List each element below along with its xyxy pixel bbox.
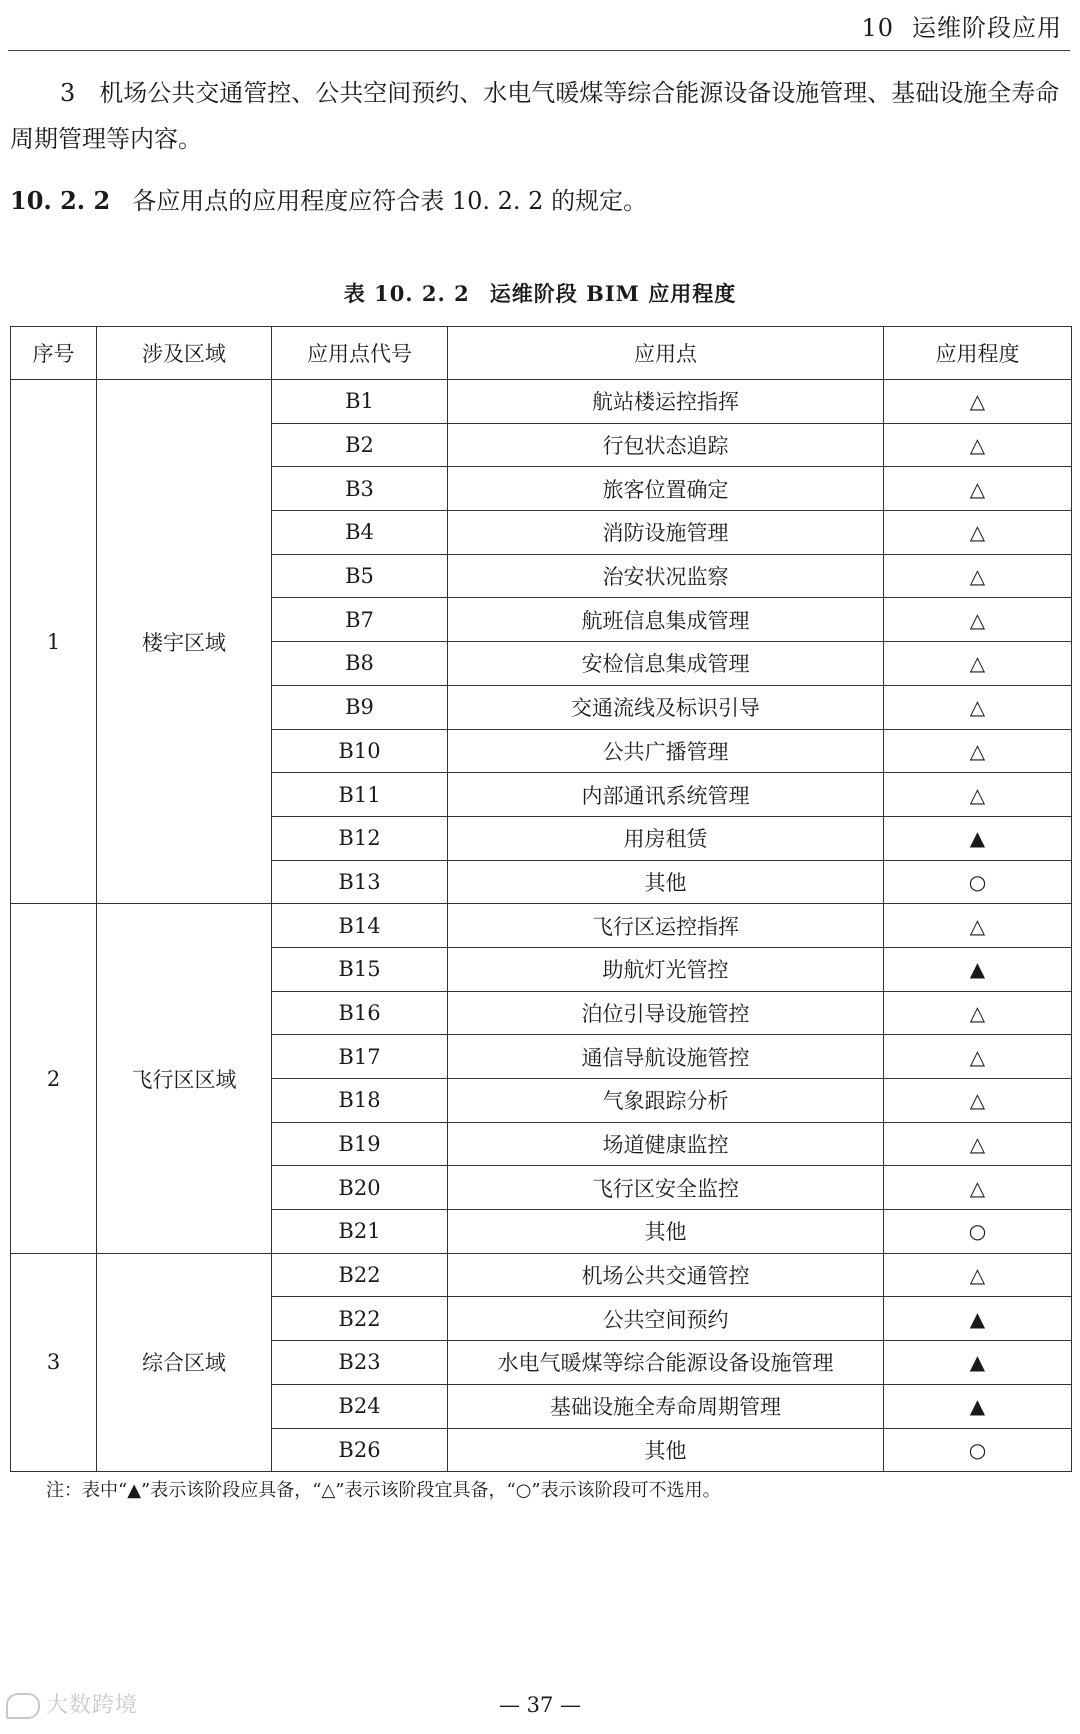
- cell-level: ▲: [884, 1297, 1072, 1341]
- table-header-row: [11, 327, 1072, 380]
- header-level: 应用程度: [884, 327, 1072, 380]
- table-row: [11, 380, 1072, 424]
- cell-point: 机场公共交通管控: [448, 1253, 884, 1297]
- cell-region: 综合区域: [97, 1253, 272, 1471]
- cell-point: 治安状况监察: [448, 554, 884, 598]
- table-row: [11, 1253, 1072, 1297]
- running-header: [861, 8, 1062, 43]
- page-number: — 37 —: [498, 1693, 582, 1717]
- clause-paragraph: [10, 178, 1066, 224]
- cell-level: △: [884, 423, 1072, 467]
- cell-code: B22: [272, 1297, 448, 1341]
- cell-code: B3: [272, 467, 448, 511]
- cell-point: 航站楼运控指挥: [448, 380, 884, 424]
- table-title-number: 表 10. 2. 2: [343, 281, 470, 306]
- cell-level: △: [884, 1253, 1072, 1297]
- watermark-text: 大数跨境: [46, 1693, 139, 1718]
- clause-number: 10. 2. 2: [10, 186, 111, 215]
- cell-point: 航班信息集成管理: [448, 598, 884, 642]
- cell-level: ▲: [884, 816, 1072, 860]
- header-seq: 序号: [11, 327, 97, 380]
- cell-level: △: [884, 511, 1072, 555]
- cell-code: B7: [272, 598, 448, 642]
- cell-level: △: [884, 729, 1072, 773]
- cell-point: 助航灯光管控: [448, 947, 884, 991]
- cell-point: 飞行区安全监控: [448, 1166, 884, 1210]
- cell-level: ○: [884, 860, 1072, 904]
- cell-level: △: [884, 467, 1072, 511]
- cell-level: △: [884, 380, 1072, 424]
- cell-code: B9: [272, 685, 448, 729]
- cell-level: △: [884, 904, 1072, 948]
- cell-level: ▲: [884, 1384, 1072, 1428]
- cell-level: △: [884, 642, 1072, 686]
- cell-point: 旅客位置确定: [448, 467, 884, 511]
- header-point: 应用点: [448, 327, 884, 380]
- cell-code: B22: [272, 1253, 448, 1297]
- cell-level: △: [884, 1035, 1072, 1079]
- table-note: 注：表中“▲”表示该阶段应具备，“△”表示该阶段宜具备，“○”表示该阶段可不选用。: [46, 1480, 721, 1501]
- cell-point: 公共空间预约: [448, 1297, 884, 1341]
- header-region: 涉及区域: [97, 327, 272, 380]
- table-row: [11, 904, 1072, 948]
- cell-level: △: [884, 1166, 1072, 1210]
- cell-code: B23: [272, 1341, 448, 1385]
- cell-point: 泊位引导设施管控: [448, 991, 884, 1035]
- cell-point: 气象跟踪分析: [448, 1079, 884, 1123]
- cell-point: 其他: [448, 1428, 884, 1472]
- cell-code: B20: [272, 1166, 448, 1210]
- cell-code: B17: [272, 1035, 448, 1079]
- chapter-title: 运维阶段应用: [912, 14, 1062, 42]
- cell-level: △: [884, 598, 1072, 642]
- table-title: [0, 278, 1080, 308]
- cell-level: △: [884, 1079, 1072, 1123]
- cell-code: B11: [272, 773, 448, 817]
- cell-level: ○: [884, 1210, 1072, 1254]
- cell-code: B8: [272, 642, 448, 686]
- cell-level: △: [884, 773, 1072, 817]
- paragraph-item-3: 3 机场公共交通管控、公共空间预约、水电气暖煤等综合能源设备设施管理、基础设施全寿命周期管理等内容。: [10, 79, 1060, 153]
- application-level-table: [10, 326, 1072, 1472]
- cell-code: B5: [272, 554, 448, 598]
- cell-code: B16: [272, 991, 448, 1035]
- cell-code: B4: [272, 511, 448, 555]
- cell-code: B21: [272, 1210, 448, 1254]
- cell-level: △: [884, 685, 1072, 729]
- cell-seq: 2: [11, 904, 97, 1254]
- cell-point: 用房租赁: [448, 816, 884, 860]
- cell-code: B15: [272, 947, 448, 991]
- cell-point: 场道健康监控: [448, 1122, 884, 1166]
- cell-point: 消防设施管理: [448, 511, 884, 555]
- cell-point: 水电气暖煤等综合能源设备设施管理: [448, 1341, 884, 1385]
- cell-level: ▲: [884, 1341, 1072, 1385]
- table-title-text: 运维阶段 BIM 应用程度: [489, 281, 737, 306]
- cell-level: △: [884, 1122, 1072, 1166]
- cell-code: B12: [272, 816, 448, 860]
- cell-code: B18: [272, 1079, 448, 1123]
- cell-seq: 3: [11, 1253, 97, 1471]
- cell-seq: 1: [11, 380, 97, 904]
- cell-point: 交通流线及标识引导: [448, 685, 884, 729]
- cell-point: 其他: [448, 860, 884, 904]
- cell-code: B26: [272, 1428, 448, 1472]
- cell-level: △: [884, 991, 1072, 1035]
- cell-code: B19: [272, 1122, 448, 1166]
- table-body: [11, 380, 1072, 1472]
- cell-point: 其他: [448, 1210, 884, 1254]
- cell-point: 行包状态追踪: [448, 423, 884, 467]
- cell-point: 基础设施全寿命周期管理: [448, 1384, 884, 1428]
- cell-code: B2: [272, 423, 448, 467]
- cell-code: B13: [272, 860, 448, 904]
- cell-point: 公共广播管理: [448, 729, 884, 773]
- cell-code: B1: [272, 380, 448, 424]
- cell-region: 楼宇区域: [97, 380, 272, 904]
- cell-point: 通信导航设施管控: [448, 1035, 884, 1079]
- cell-code: B10: [272, 729, 448, 773]
- cell-level: ▲: [884, 947, 1072, 991]
- header-rule: [8, 50, 1070, 51]
- cell-point: 安检信息集成管理: [448, 642, 884, 686]
- cell-point: 飞行区运控指挥: [448, 904, 884, 948]
- cell-level: ○: [884, 1428, 1072, 1472]
- chapter-number: 10: [861, 14, 894, 42]
- header-code: 应用点代号: [272, 327, 448, 380]
- cell-point: 内部通讯系统管理: [448, 773, 884, 817]
- cell-level: △: [884, 554, 1072, 598]
- cell-region: 飞行区区域: [97, 904, 272, 1254]
- cell-code: B14: [272, 904, 448, 948]
- cell-code: B24: [272, 1384, 448, 1428]
- clause-text: 各应用点的应用程度应符合表 10. 2. 2 的规定。: [132, 187, 648, 215]
